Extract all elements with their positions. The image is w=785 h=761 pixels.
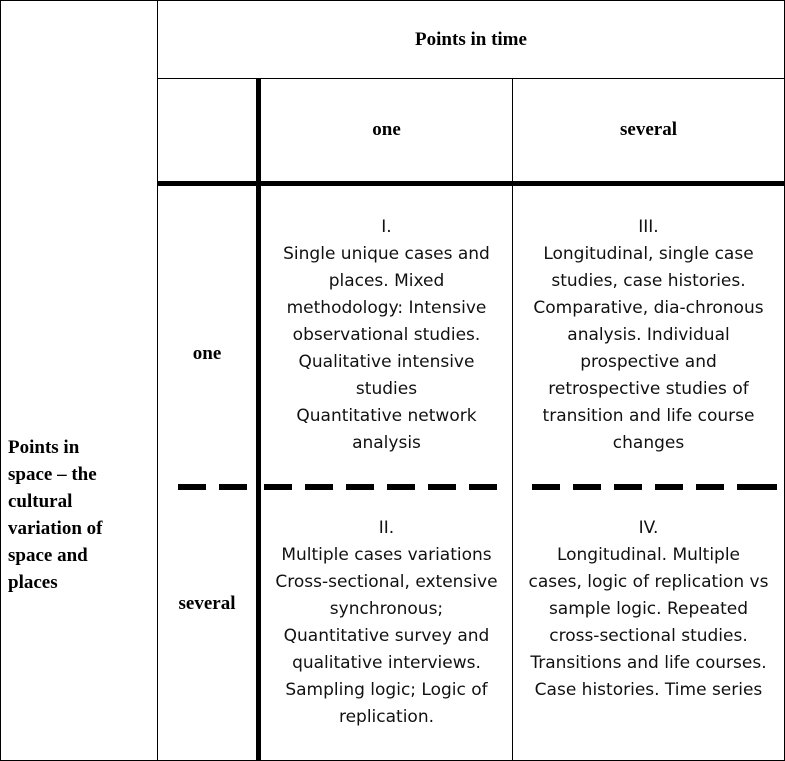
dashed-separator-segment xyxy=(346,484,374,490)
cell-quadrant-I: I. Single unique cases and places. Mixed methodology: Intensive observational studies. Qualitative intensive studies Quantitative network analysis xyxy=(283,217,490,453)
column-header-time-one: one xyxy=(372,119,401,140)
dashed-separator-segment xyxy=(305,484,333,490)
row-label-space-several: several xyxy=(178,593,236,614)
cell-quadrant-III: III. Longitudinal, single case studies, case histories. Comparative, dia-chronous analysis. Individual prospective and retrospective studies of transition and life course changes xyxy=(533,217,764,453)
row-header-line: Points in xyxy=(8,437,80,458)
row-label-space-one: one xyxy=(192,343,222,364)
dashed-separator-segment xyxy=(737,484,777,490)
column-header-time-several: several xyxy=(620,119,677,140)
row-header-points-in-space xyxy=(8,434,156,596)
cell-quadrant-II: II. Multiple cases variations Cross-sectional, extensive synchronous; Quantitative survey and qualitative interviews. Sampling logic; Logic of replication. xyxy=(275,518,498,727)
column-header-points-in-time: Points in time xyxy=(415,28,527,50)
dashed-separator-segment xyxy=(614,484,642,490)
dashed-separator-segment xyxy=(469,484,497,490)
row-header-line: space – the xyxy=(8,464,97,485)
table-border-left xyxy=(0,0,1,761)
row-header-line: cultural xyxy=(8,491,73,512)
row-header-line: places xyxy=(8,572,58,593)
dashed-separator-segment xyxy=(264,484,292,490)
row-header-line: variation of xyxy=(8,518,103,539)
dashed-separator-segment xyxy=(573,484,601,490)
cell-quadrant-IV: IV. Longitudinal. Multiple cases, logic of replication vs sample logic. Repeated cross-sectional studies. Transitions and life courses. Case histories. Time series xyxy=(528,518,769,700)
dashed-separator-segment xyxy=(532,484,560,490)
dashed-separator-segment xyxy=(428,484,456,490)
dashed-separator-segment xyxy=(696,484,724,490)
dashed-separator-segment xyxy=(655,484,683,490)
dashed-separator-segment xyxy=(387,484,415,490)
row-header-line: space and xyxy=(8,545,88,566)
